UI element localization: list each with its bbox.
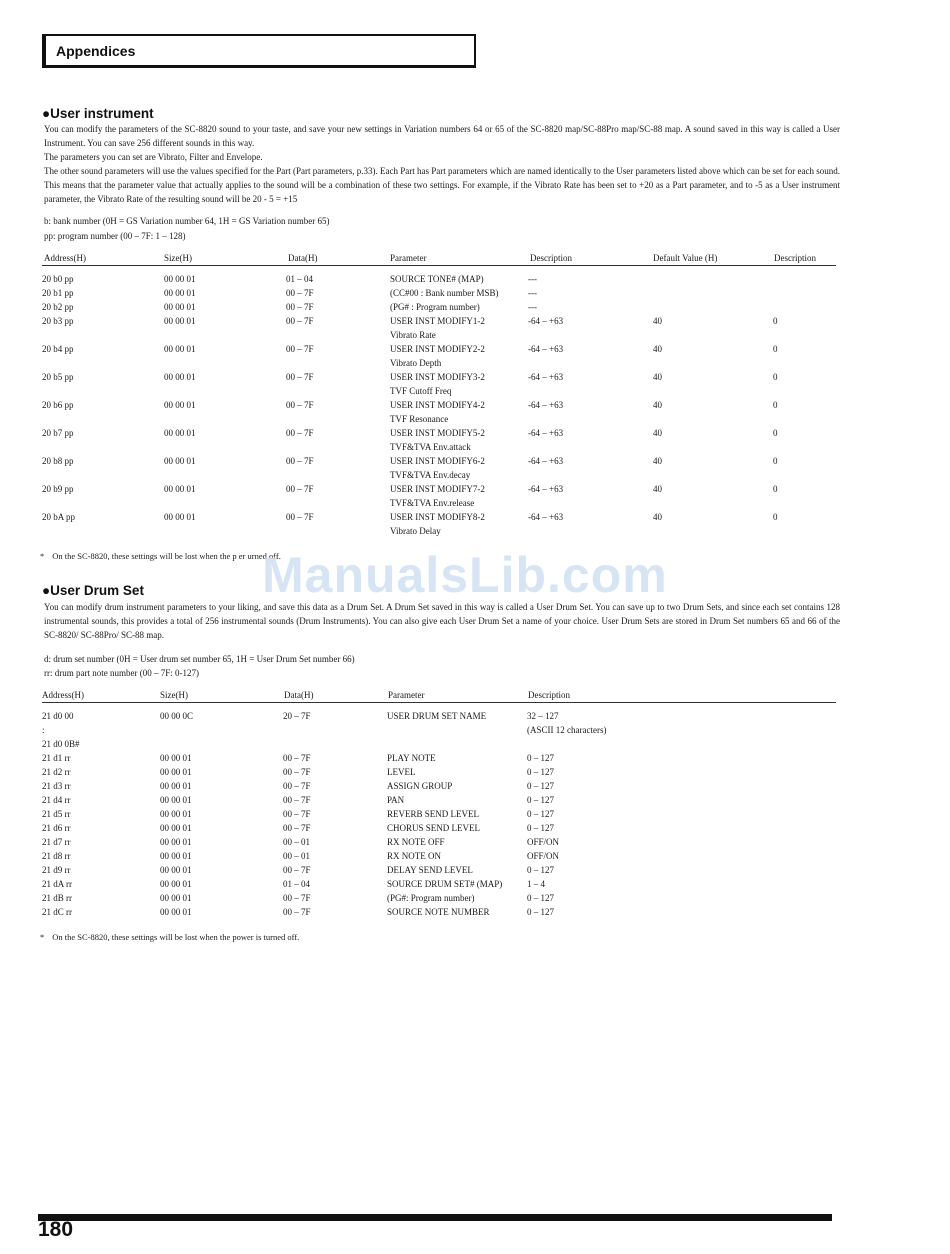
table-cell: REVERB SEND LEVEL xyxy=(387,809,479,819)
drum-set-number-legend: d: drum set number (0H = User drum set number 65, 1H = User Drum Set number 66) xyxy=(44,654,355,664)
table-cell: 00 – 7F xyxy=(286,288,314,298)
table-row xyxy=(42,302,836,316)
table-cell: 00 – 01 xyxy=(283,851,310,861)
table-cell: 21 d0 0B# xyxy=(42,739,80,749)
table-cell: Vibrato Delay xyxy=(390,526,441,536)
table-cell: USER INST MODIFY7-2 xyxy=(390,484,485,494)
table-row xyxy=(42,837,836,851)
program-number-legend: pp: program number (00 – 7F: 1 – 128) xyxy=(44,231,186,241)
table-cell: 00 00 01 xyxy=(164,456,196,466)
table-cell: 01 – 04 xyxy=(283,879,310,889)
table-cell: 21 d2 rr xyxy=(42,767,71,777)
table-cell: TVF Cutoff Freq xyxy=(390,386,452,396)
table-cell: 20 b5 pp xyxy=(42,372,74,382)
table-cell: -64 – +63 xyxy=(528,512,564,522)
table-cell: 00 00 01 xyxy=(160,851,192,861)
table-row xyxy=(42,316,836,330)
table-row xyxy=(42,498,836,512)
table-row xyxy=(42,711,836,725)
table-cell: 00 00 01 xyxy=(160,795,192,805)
table-row xyxy=(42,386,836,400)
table-cell: 40 xyxy=(653,456,662,466)
table-row xyxy=(42,372,836,386)
table-cell: PAN xyxy=(387,795,405,805)
table-row xyxy=(42,767,836,781)
table-cell: 00 00 01 xyxy=(164,428,196,438)
table-row xyxy=(42,907,836,921)
table-cell: USER INST MODIFY2-2 xyxy=(390,344,485,354)
table-cell: 0 xyxy=(773,484,778,494)
table-cell: 00 00 01 xyxy=(164,302,196,312)
table-cell: TVF Resonance xyxy=(390,414,449,424)
table-row xyxy=(42,809,836,823)
table-cell: (ASCII 12 characters) xyxy=(527,725,607,735)
table-cell: 32 – 127 xyxy=(527,711,559,721)
note-asterisk: * xyxy=(40,932,45,942)
table-cell: 0 – 127 xyxy=(527,893,554,903)
table-cell: -64 – +63 xyxy=(528,400,564,410)
table-row xyxy=(42,725,836,739)
table-cell: -64 – +63 xyxy=(528,344,564,354)
table-row xyxy=(42,428,836,442)
table-cell: 00 00 01 xyxy=(160,781,192,791)
table-cell: 20 b0 pp xyxy=(42,274,74,284)
table-cell: ASSIGN GROUP xyxy=(387,781,453,791)
table-cell: 40 xyxy=(653,372,662,382)
table-cell: (PG#: Program number) xyxy=(387,893,475,903)
table-cell: USER INST MODIFY4-2 xyxy=(390,400,485,410)
table-cell: 00 – 01 xyxy=(283,837,310,847)
table-cell: 00 00 01 xyxy=(160,865,192,875)
table-header xyxy=(42,690,836,703)
table-row xyxy=(42,512,836,526)
table-cell: 00 00 01 xyxy=(160,823,192,833)
column-header: Parameter xyxy=(390,253,427,263)
table-cell: (PG# : Program number) xyxy=(390,302,480,312)
table-cell: 21 d9 rr xyxy=(42,865,71,875)
table-cell: 00 – 7F xyxy=(286,302,314,312)
table-cell: 0 – 127 xyxy=(527,767,554,777)
table-cell: TVF&TVA Env.attack xyxy=(390,442,471,452)
table-cell: 40 xyxy=(653,484,662,494)
table-cell: 00 00 01 xyxy=(160,837,192,847)
table-row xyxy=(42,470,836,484)
table-row xyxy=(42,414,836,428)
table-cell: 21 dA rr xyxy=(42,879,72,889)
user-drum-set-title: ●User Drum Set xyxy=(42,583,144,598)
user-instrument-paragraph-2: The parameters you can set are Vibrato, Filter and Envelope. xyxy=(44,152,263,162)
table-cell: 00 – 7F xyxy=(286,344,314,354)
table-cell: SOURCE TONE# (MAP) xyxy=(390,274,484,284)
table-cell: 40 xyxy=(653,316,662,326)
table-cell: 00 – 7F xyxy=(286,400,314,410)
table-cell: 20 b7 pp xyxy=(42,428,74,438)
table-cell: 21 dC rr xyxy=(42,907,72,917)
table-cell: 0 xyxy=(773,344,778,354)
table-cell: 40 xyxy=(653,512,662,522)
table-cell: 0 – 127 xyxy=(527,795,554,805)
column-header: Description xyxy=(530,253,572,263)
column-header: Size(H) xyxy=(164,253,192,263)
user-drum-set-table xyxy=(42,690,836,921)
table-row xyxy=(42,795,836,809)
table-cell: Vibrato Rate xyxy=(390,330,436,340)
table-cell: OFF/ON xyxy=(527,851,560,861)
table-cell: 20 b6 pp xyxy=(42,400,74,410)
table-cell: 21 d7 rr xyxy=(42,837,71,847)
table-cell: 00 00 01 xyxy=(164,484,196,494)
table-row xyxy=(42,879,836,893)
table-cell: 00 – 7F xyxy=(283,823,311,833)
table-header xyxy=(42,253,836,266)
table-cell: 00 00 0C xyxy=(160,711,194,721)
table-cell: 21 dB rr xyxy=(42,893,72,903)
table-row xyxy=(42,865,836,879)
table-cell: 00 00 01 xyxy=(164,344,196,354)
column-header: Default Value (H) xyxy=(653,253,718,263)
table-cell: TVF&TVA Env.decay xyxy=(390,470,471,480)
table-row xyxy=(42,753,836,767)
table-cell: 00 00 01 xyxy=(164,316,196,326)
table-row xyxy=(42,442,836,456)
table-cell: : xyxy=(42,725,45,735)
table-cell: 20 b4 pp xyxy=(42,344,74,354)
table-row xyxy=(42,781,836,795)
table-row xyxy=(42,400,836,414)
table-cell: -64 – +63 xyxy=(528,428,564,438)
table-cell: 40 xyxy=(653,400,662,410)
table-cell: 21 d0 00 xyxy=(42,711,74,721)
user-instrument-title: ●User instrument xyxy=(42,106,154,121)
table-row xyxy=(42,330,836,344)
table-cell: LEVEL xyxy=(387,767,416,777)
table-cell: 0 xyxy=(773,400,778,410)
section-header-title: Appendices xyxy=(56,43,136,59)
table-cell: 00 00 01 xyxy=(160,907,192,917)
user-drum-set-note xyxy=(40,932,299,942)
user-instrument-paragraph-1: You can modify the parameters of the SC-8820 sound to your taste, and save your new settings in Variation numbers 64 or 65 of the SC-8820 map/SC-88Pro map/SC-88 map. A sound saved in this way is called a User Instrument. You can save 256 different sounds in this way. xyxy=(44,124,840,148)
table-cell: 00 00 01 xyxy=(160,753,192,763)
table-cell: 0 – 127 xyxy=(527,753,554,763)
section-header-box xyxy=(42,34,476,68)
table-cell: 00 – 7F xyxy=(286,428,314,438)
table-cell: 20 bA pp xyxy=(42,512,76,522)
table-cell: 0 – 127 xyxy=(527,809,554,819)
user-instrument-note xyxy=(40,551,281,561)
table-row xyxy=(42,851,836,865)
table-row xyxy=(42,344,836,358)
table-row xyxy=(42,526,836,540)
table-cell: 00 – 7F xyxy=(283,767,311,777)
note-asterisk: * xyxy=(40,551,45,561)
table-cell: 00 00 01 xyxy=(160,767,192,777)
table-cell: --- xyxy=(528,274,537,284)
table-cell: 00 – 7F xyxy=(283,865,311,875)
table-row xyxy=(42,823,836,837)
table-cell: 20 b9 pp xyxy=(42,484,74,494)
column-header: Description xyxy=(774,253,816,263)
table-cell: -64 – +63 xyxy=(528,372,564,382)
table-cell: 01 – 04 xyxy=(286,274,313,284)
table-cell: OFF/ON xyxy=(527,837,560,847)
table-cell: 00 – 7F xyxy=(283,893,311,903)
bank-number-legend: b: bank number (0H = GS Variation number 64, 1H = GS Variation number 65) xyxy=(44,216,330,226)
table-cell: 20 b2 pp xyxy=(42,302,74,312)
table-cell: CHORUS SEND LEVEL xyxy=(387,823,481,833)
table-cell: 00 00 01 xyxy=(160,893,192,903)
table-cell: -64 – +63 xyxy=(528,456,564,466)
table-cell: 00 00 01 xyxy=(164,512,196,522)
table-row xyxy=(42,893,836,907)
footer-rule xyxy=(38,1214,832,1221)
table-cell: 00 – 7F xyxy=(286,456,314,466)
table-cell: 00 – 7F xyxy=(286,484,314,494)
drum-part-note-legend: rr: drum part note number (00 – 7F: 0-127) xyxy=(44,668,199,678)
table-cell: 0 – 127 xyxy=(527,823,554,833)
table-cell: 1 – 4 xyxy=(527,879,545,889)
table-cell: 40 xyxy=(653,428,662,438)
table-cell: 0 – 127 xyxy=(527,865,554,875)
table-row xyxy=(42,739,836,753)
table-cell: 00 00 01 xyxy=(164,372,196,382)
table-cell: 21 d5 rr xyxy=(42,809,71,819)
table-cell: 40 xyxy=(653,344,662,354)
table-cell: 0 xyxy=(773,512,778,522)
table-cell: 00 00 01 xyxy=(164,274,196,284)
table-cell: 0 xyxy=(773,372,778,382)
table-cell: 00 – 7F xyxy=(286,372,314,382)
table-cell: 21 d3 rr xyxy=(42,781,71,791)
table-cell: 00 – 7F xyxy=(283,781,311,791)
watermark-logo: ManualsLib.com xyxy=(262,547,668,603)
table-cell: 00 – 7F xyxy=(283,907,311,917)
column-header: Address(H) xyxy=(44,253,86,263)
table-cell: 0 – 127 xyxy=(527,781,554,791)
table-cell: 00 – 7F xyxy=(286,316,314,326)
table-cell: (CC#00 : Bank number MSB) xyxy=(390,288,499,298)
table-cell: 0 xyxy=(773,456,778,466)
user-instrument-note-text: On the SC-8820, these settings will be lost when the p er urned off. xyxy=(52,551,281,561)
table-cell: USER INST MODIFY3-2 xyxy=(390,372,485,382)
table-cell: 00 – 7F xyxy=(283,795,311,805)
table-cell: 21 d1 rr xyxy=(42,753,71,763)
table-cell: SOURCE NOTE NUMBER xyxy=(387,907,490,917)
table-cell: Vibrato Depth xyxy=(390,358,442,368)
table-cell: 20 – 7F xyxy=(283,711,311,721)
user-drum-set-note-text: On the SC-8820, these settings will be lost when the power is turned off. xyxy=(52,932,300,942)
table-cell: 21 d4 rr xyxy=(42,795,71,805)
table-cell: 21 d8 rr xyxy=(42,851,71,861)
table-cell: USER INST MODIFY6-2 xyxy=(390,456,485,466)
table-row xyxy=(42,456,836,470)
table-cell: DELAY SEND LEVEL xyxy=(387,865,473,875)
page-number: 180 xyxy=(38,1218,74,1241)
table-cell: 00 – 7F xyxy=(283,809,311,819)
table-cell: USER INST MODIFY8-2 xyxy=(390,512,485,522)
table-cell: 00 – 7F xyxy=(283,753,311,763)
table-cell: -64 – +63 xyxy=(528,316,564,326)
table-cell: 0 xyxy=(773,428,778,438)
table-cell: RX NOTE ON xyxy=(387,851,441,861)
table-cell: 00 00 01 xyxy=(160,809,192,819)
table-cell: 00 – 7F xyxy=(286,512,314,522)
table-cell: -64 – +63 xyxy=(528,484,564,494)
column-header: Description xyxy=(528,690,570,700)
user-instrument-paragraph-3: The other sound parameters will use the values specified for the Part (Part parameters, p.33). Each Part has Part parameters which are named identically to the User parameters listed above which can be set for each sound. This means that the parameter value that actually applies to the sound will be a combination of these two settings. For example, if the Vibrato Rate has been set to +20 as a Part parameter, and to -5 as a User instrument parameter, the Vibrato Rate of the resulting sound will be 20 - 5 = +15 xyxy=(44,166,840,204)
column-header: Size(H) xyxy=(160,690,188,700)
table-cell: 21 d6 rr xyxy=(42,823,71,833)
column-header: Parameter xyxy=(388,690,425,700)
table-cell: RX NOTE OFF xyxy=(387,837,445,847)
table-cell: 20 b8 pp xyxy=(42,456,74,466)
table-row xyxy=(42,484,836,498)
table-cell: USER INST MODIFY5-2 xyxy=(390,428,485,438)
table-cell: 20 b1 pp xyxy=(42,288,74,298)
table-cell: PLAY NOTE xyxy=(387,753,436,763)
table-cell: 20 b3 pp xyxy=(42,316,74,326)
column-header: Address(H) xyxy=(42,690,84,700)
table-cell: 0 xyxy=(773,316,778,326)
column-header: Data(H) xyxy=(284,690,314,700)
table-row xyxy=(42,358,836,372)
table-cell: 00 00 01 xyxy=(160,879,192,889)
table-cell: --- xyxy=(528,288,537,298)
user-instrument-table xyxy=(42,253,836,540)
table-row xyxy=(42,288,836,302)
table-cell: 0 – 127 xyxy=(527,907,554,917)
user-drum-set-paragraph: You can modify drum instrument parameters to your liking, and save this data as a Drum Set. A Drum Set saved in this way is called a User Drum Set. You can save up to two Drum Sets, and since each set contains 128 instrumental sounds, this provides a total of 256 instrumental sounds (Drum Instruments). You can also give each User Drum Set a name of your choice. User Drum Sets are stored in Drum Set numbers 65 and 66 of the SC-8820/ SC-88Pro/ SC-88 map. xyxy=(44,602,840,640)
table-cell: SOURCE DRUM SET# (MAP) xyxy=(387,879,503,889)
table-cell: 00 00 01 xyxy=(164,400,196,410)
table-cell: TVF&TVA Env.release xyxy=(390,498,475,508)
table-cell: USER DRUM SET NAME xyxy=(387,711,487,721)
column-header: Data(H) xyxy=(288,253,318,263)
table-cell: --- xyxy=(528,302,537,312)
table-cell: 00 00 01 xyxy=(164,288,196,298)
table-row xyxy=(42,274,836,288)
table-cell: USER INST MODIFY1-2 xyxy=(390,316,485,326)
